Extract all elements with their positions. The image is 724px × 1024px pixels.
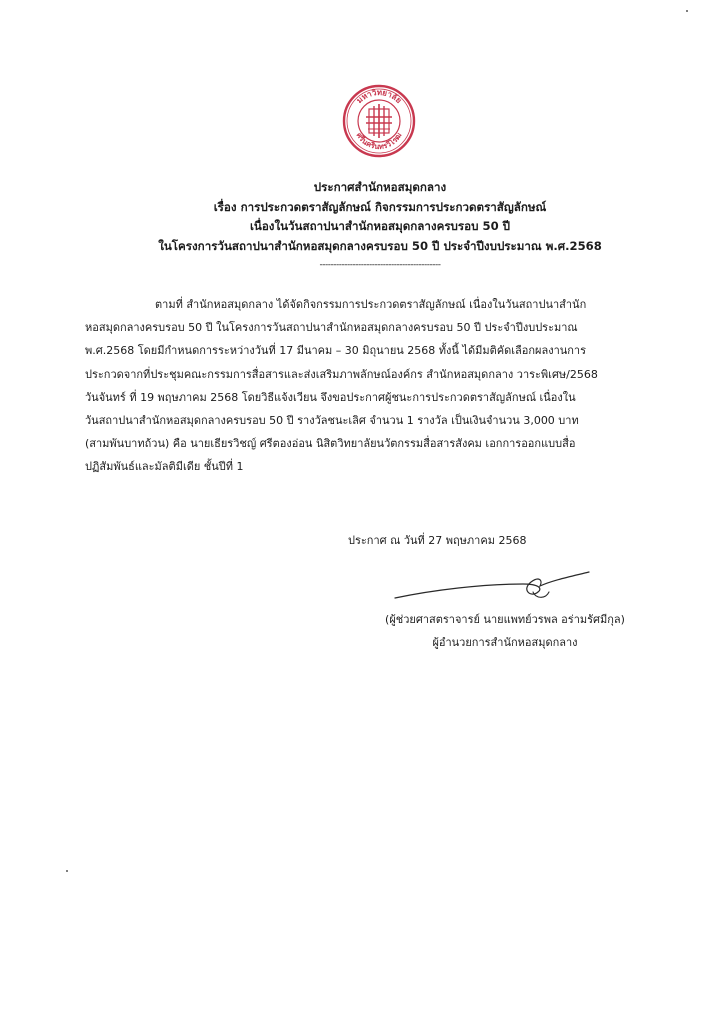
signer-block	[360, 608, 650, 654]
announcement-heading	[100, 178, 660, 274]
heading-line-1: ประกาศสำนักหอสมุดกลาง	[313, 180, 447, 194]
seal-text-bottom: ศรีนครินทรวิโรฒ	[354, 130, 404, 152]
body-line: ตามที่ สำนักหอสมุดกลาง ได้จัดกิจกรรมการประกวดตราสัญลักษณ์ เนื่องในวันสถาปนาสำนัก	[155, 298, 587, 311]
body-line: (สามพันบาทถ้วน) คือ นายเธียรวิชญ์ ศรีตองอ่อน นิสิตวิทยาลัยนวัตกรรมสื่อสารสังคม เอกการออกแบบสื่อ	[85, 437, 576, 451]
body-line: หอสมุดกลางครบรอบ 50 ปี ในโครงการวันสถาปนาสำนักหอสมุดกลางครบรอบ 50 ปี ประจำปีงบประมาณ	[85, 321, 578, 335]
body-line: ปฏิสัมพันธ์และมัลติมีเดีย ชั้นปีที่ 1	[85, 460, 244, 474]
heading-separator: --------------------------------------------	[319, 260, 441, 271]
university-seal-icon	[342, 84, 416, 158]
body-line: วันสถาปนาสำนักหอสมุดกลางครบรอบ 50 ปี รางวัลชนะเลิศ จำนวน 1 รางวัล เป็นเงินจำนวน 3,000 บาท	[85, 414, 579, 428]
signature-icon	[393, 566, 593, 606]
heading-line-3: เนื่องในวันสถาปนาสำนักหอสมุดกลางครบรอบ 50 ปี	[249, 219, 511, 234]
body-line: ประกวดจากที่ประชุมคณะกรรมการสื่อสารและส่งเสริมภาพลักษณ์องค์กร สำนักหอสมุดกลาง วาระพิเศษ/2568	[85, 367, 598, 381]
signer-name: (ผู้ช่วยศาสตราจารย์ นายแพทย์วรพล อร่ามรัศมีกุล)	[385, 613, 625, 626]
announcement-body	[85, 293, 645, 479]
scan-speck	[686, 10, 688, 12]
body-line: พ.ศ.2568 โดยมีกำหนดการระหว่างวันที่ 17 มีนาคม – 30 มิถุนายน 2568 ทั้งนี้ ได้มีมติคัดเลือกผลงานการ	[85, 344, 587, 358]
heading-line-2: เรื่อง การประกวดตราสัญลักษณ์ กิจกรรมการประกวดตราสัญลักษณ์	[213, 199, 547, 214]
seal-text-top: มหาวิทยาลัย	[354, 87, 404, 106]
scan-speck	[66, 870, 68, 872]
signer-title: ผู้อำนวยการสำนักหอสมุดกลาง	[432, 636, 578, 649]
heading-line-4: ในโครงการวันสถาปนาสำนักหอสมุดกลางครบรอบ 50 ปี ประจำปีงบประมาณ พ.ศ.2568	[158, 238, 602, 253]
announce-date: ประกาศ ณ วันที่ 27 พฤษภาคม 2568	[348, 534, 527, 547]
body-line: วันจันทร์ ที่ 19 พฤษภาคม 2568 โดยวิธีแจ้งเวียน จึงขอประกาศผู้ชนะการประกวดตราสัญลักษณ์ เนื่องใน	[85, 390, 576, 404]
